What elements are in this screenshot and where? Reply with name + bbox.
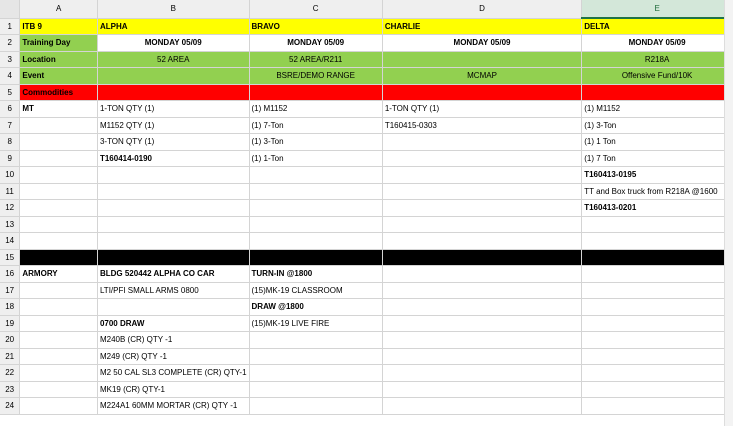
cell-C8[interactable]: (1) 3-Ton — [249, 134, 382, 151]
row-header[interactable]: 13 — [0, 216, 20, 233]
cell-E11[interactable]: TT and Box truck from R218A @1600 — [582, 183, 733, 200]
cell-D5[interactable] — [382, 84, 581, 101]
cell-C12[interactable] — [249, 200, 382, 217]
cell-A8[interactable] — [20, 134, 98, 151]
cell-B24[interactable]: M224A1 60MM MORTAR (CR) QTY -1 — [97, 398, 249, 415]
cell-C3[interactable]: 52 AREA/R211 — [249, 51, 382, 68]
cell-A7[interactable] — [20, 117, 98, 134]
cell-D17[interactable] — [382, 282, 581, 299]
cell-E20[interactable] — [582, 332, 733, 349]
sheet-row — [0, 315, 733, 332]
cell-B12[interactable] — [97, 200, 249, 217]
cell-C1[interactable]: BRAVO — [249, 18, 382, 35]
cell-A22[interactable] — [20, 365, 98, 382]
cell-A9[interactable] — [20, 150, 98, 167]
cell-A4[interactable]: Event — [20, 68, 98, 85]
cell-A19[interactable] — [20, 315, 98, 332]
cell-B4[interactable] — [97, 68, 249, 85]
cell-A10[interactable] — [20, 167, 98, 184]
cell-D11[interactable] — [382, 183, 581, 200]
row-header[interactable]: 22 — [0, 365, 20, 382]
cell-C2[interactable]: MONDAY 05/09 — [249, 35, 382, 52]
cell-C6[interactable]: (1) M1152 — [249, 101, 382, 118]
cell-C11[interactable] — [249, 183, 382, 200]
cell-E16[interactable] — [582, 266, 733, 283]
cell-E21[interactable] — [582, 348, 733, 365]
row-header[interactable]: 20 — [0, 332, 20, 349]
cell-D16[interactable] — [382, 266, 581, 283]
cell-D8[interactable] — [382, 134, 581, 151]
row-header[interactable]: 2 — [0, 35, 20, 52]
cell-A23[interactable] — [20, 381, 98, 398]
row-header[interactable]: 1 — [0, 18, 20, 35]
cell-D6[interactable]: 1-TON QTY (1) — [382, 101, 581, 118]
cell-B16[interactable]: BLDG 520442 ALPHA CO CAR — [97, 266, 249, 283]
cell-B6[interactable]: 1-TON QTY (1) — [97, 101, 249, 118]
sheet-row — [0, 200, 733, 217]
cell-D24[interactable] — [382, 398, 581, 415]
sheet-row — [0, 299, 733, 316]
cell-B8[interactable]: 3-TON QTY (1) — [97, 134, 249, 151]
cell-C23[interactable] — [249, 381, 382, 398]
cell-B2[interactable]: MONDAY 05/09 — [97, 35, 249, 52]
row-header[interactable]: 6 — [0, 101, 20, 118]
sheet-row — [0, 35, 733, 52]
cell-B5[interactable] — [97, 84, 249, 101]
cell-A1[interactable]: ITB 9 — [20, 18, 98, 35]
cell-D9[interactable] — [382, 150, 581, 167]
cell-B7[interactable]: M1152 QTY (1) — [97, 117, 249, 134]
sheet-row — [0, 84, 733, 101]
sheet-row — [0, 216, 733, 233]
cell-E18[interactable] — [582, 299, 733, 316]
sheet-row — [0, 365, 733, 382]
sheet-row — [0, 68, 733, 85]
cell-D12[interactable] — [382, 200, 581, 217]
row-header[interactable]: 15 — [0, 249, 20, 266]
row-header[interactable]: 3 — [0, 51, 20, 68]
cell-A20[interactable] — [20, 332, 98, 349]
cell-B21[interactable]: M249 (CR) QTY -1 — [97, 348, 249, 365]
cell-C5[interactable] — [249, 84, 382, 101]
cell-C10[interactable] — [249, 167, 382, 184]
cell-D18[interactable] — [382, 299, 581, 316]
row-header[interactable]: 23 — [0, 381, 20, 398]
row-header[interactable]: 12 — [0, 200, 20, 217]
cell-C7[interactable]: (1) 7-Ton — [249, 117, 382, 134]
row-header[interactable]: 16 — [0, 266, 20, 283]
column-header-e[interactable]: E — [582, 0, 733, 18]
cell-B11[interactable] — [97, 183, 249, 200]
cell-C19[interactable]: (15)MK-19 LIVE FIRE — [249, 315, 382, 332]
cell-C21[interactable] — [249, 348, 382, 365]
cell-C14[interactable] — [249, 233, 382, 250]
cell-B15[interactable] — [97, 249, 249, 266]
cell-E19[interactable] — [582, 315, 733, 332]
cell-E3[interactable]: R218A — [582, 51, 733, 68]
cell-D13[interactable] — [382, 216, 581, 233]
row-header[interactable]: 18 — [0, 299, 20, 316]
column-header-a[interactable]: A — [20, 0, 98, 18]
cell-E14[interactable] — [582, 233, 733, 250]
cell-B20[interactable]: M240B (CR) QTY -1 — [97, 332, 249, 349]
cell-E10[interactable]: T160413-0195 — [582, 167, 733, 184]
row-header[interactable]: 8 — [0, 134, 20, 151]
cell-D3[interactable] — [382, 51, 581, 68]
cell-D14[interactable] — [382, 233, 581, 250]
column-header-d[interactable]: D — [382, 0, 581, 18]
cell-B22[interactable]: M2 50 CAL SL3 COMPLETE (CR) QTY-1 — [97, 365, 249, 382]
cell-E2[interactable]: MONDAY 05/09 — [582, 35, 733, 52]
sheet-row — [0, 233, 733, 250]
cell-A18[interactable] — [20, 299, 98, 316]
cell-D15[interactable] — [382, 249, 581, 266]
cell-E6[interactable]: (1) M1152 — [582, 101, 733, 118]
cell-A3[interactable]: Location — [20, 51, 98, 68]
sheet-row — [0, 150, 733, 167]
sheet-row — [0, 381, 733, 398]
cell-B17[interactable]: LTI/PFI SMALL ARMS 0800 — [97, 282, 249, 299]
cell-E13[interactable] — [582, 216, 733, 233]
cell-A6[interactable]: MT — [20, 101, 98, 118]
cell-E7[interactable]: (1) 3-Ton — [582, 117, 733, 134]
row-header[interactable]: 11 — [0, 183, 20, 200]
cell-C18[interactable]: DRAW @1800 — [249, 299, 382, 316]
column-header-c[interactable]: C — [249, 0, 382, 18]
select-all-corner[interactable] — [0, 0, 20, 18]
cell-A14[interactable] — [20, 233, 98, 250]
row-header[interactable]: 24 — [0, 398, 20, 415]
cell-E4[interactable]: Offensive Fund/10K — [582, 68, 733, 85]
cell-D2[interactable]: MONDAY 05/09 — [382, 35, 581, 52]
sheet-row — [0, 117, 733, 134]
cell-D21[interactable] — [382, 348, 581, 365]
cell-D23[interactable] — [382, 381, 581, 398]
vertical-scrollbar[interactable] — [724, 0, 733, 426]
sheet-row — [0, 249, 733, 266]
sheet-row — [0, 282, 733, 299]
cell-C17[interactable]: (15)MK-19 CLASSROOM — [249, 282, 382, 299]
cell-D4[interactable]: MCMAP — [382, 68, 581, 85]
cell-E12[interactable]: T160413-0201 — [582, 200, 733, 217]
cell-B23[interactable]: MK19 (CR) QTY-1 — [97, 381, 249, 398]
cell-D1[interactable]: CHARLIE — [382, 18, 581, 35]
cell-D20[interactable] — [382, 332, 581, 349]
sheet-row — [0, 167, 733, 184]
column-header-b[interactable]: B — [97, 0, 249, 18]
cell-C15[interactable] — [249, 249, 382, 266]
sheet-row — [0, 266, 733, 283]
sheet-row — [0, 51, 733, 68]
cell-A24[interactable] — [20, 398, 98, 415]
cell-D19[interactable] — [382, 315, 581, 332]
cell-D10[interactable] — [382, 167, 581, 184]
cell-E15[interactable] — [582, 249, 733, 266]
sheet-row — [0, 18, 733, 35]
cell-A12[interactable] — [20, 200, 98, 217]
cell-B1[interactable]: ALPHA — [97, 18, 249, 35]
cell-C22[interactable] — [249, 365, 382, 382]
sheet-row — [0, 348, 733, 365]
cell-B14[interactable] — [97, 233, 249, 250]
cell-D22[interactable] — [382, 365, 581, 382]
cell-E24[interactable] — [582, 398, 733, 415]
row-header[interactable]: 5 — [0, 84, 20, 101]
cell-A13[interactable] — [20, 216, 98, 233]
cell-B10[interactable] — [97, 167, 249, 184]
sheet-row — [0, 101, 733, 118]
cell-A16[interactable]: ARMORY — [20, 266, 98, 283]
cell-A2[interactable]: Training Day — [20, 35, 98, 52]
cell-C24[interactable] — [249, 398, 382, 415]
cell-E1[interactable]: DELTA — [582, 18, 733, 35]
cell-C16[interactable]: TURN-IN @1800 — [249, 266, 382, 283]
row-header[interactable]: 17 — [0, 282, 20, 299]
cell-C4[interactable]: BSRE/DEMO RANGE — [249, 68, 382, 85]
row-header[interactable]: 9 — [0, 150, 20, 167]
sheet-row — [0, 332, 733, 349]
cell-E9[interactable]: (1) 7 Ton — [582, 150, 733, 167]
row-header[interactable]: 7 — [0, 117, 20, 134]
cell-D7[interactable]: T160415-0303 — [382, 117, 581, 134]
row-header[interactable]: 14 — [0, 233, 20, 250]
sheet-row — [0, 183, 733, 200]
cell-E17[interactable] — [582, 282, 733, 299]
cell-B13[interactable] — [97, 216, 249, 233]
cell-C20[interactable] — [249, 332, 382, 349]
row-header[interactable]: 10 — [0, 167, 20, 184]
cell-E8[interactable]: (1) 1 Ton — [582, 134, 733, 151]
cell-B9[interactable]: T160414-0190 — [97, 150, 249, 167]
column-header-row — [0, 0, 733, 18]
cell-A15[interactable] — [20, 249, 98, 266]
sheet-row — [0, 398, 733, 415]
row-header[interactable]: 4 — [0, 68, 20, 85]
cell-E23[interactable] — [582, 381, 733, 398]
cell-B19[interactable]: 0700 DRAW — [97, 315, 249, 332]
row-header[interactable]: 21 — [0, 348, 20, 365]
sheet-row — [0, 134, 733, 151]
cell-E5[interactable] — [582, 84, 733, 101]
cell-C13[interactable] — [249, 216, 382, 233]
cell-A21[interactable] — [20, 348, 98, 365]
cell-A11[interactable] — [20, 183, 98, 200]
cell-B18[interactable] — [97, 299, 249, 316]
cell-A5[interactable]: Commodities — [20, 84, 98, 101]
cell-A17[interactable] — [20, 282, 98, 299]
row-header[interactable]: 19 — [0, 315, 20, 332]
cell-E22[interactable] — [582, 365, 733, 382]
cell-C9[interactable]: (1) 1-Ton — [249, 150, 382, 167]
cell-B3[interactable]: 52 AREA — [97, 51, 249, 68]
